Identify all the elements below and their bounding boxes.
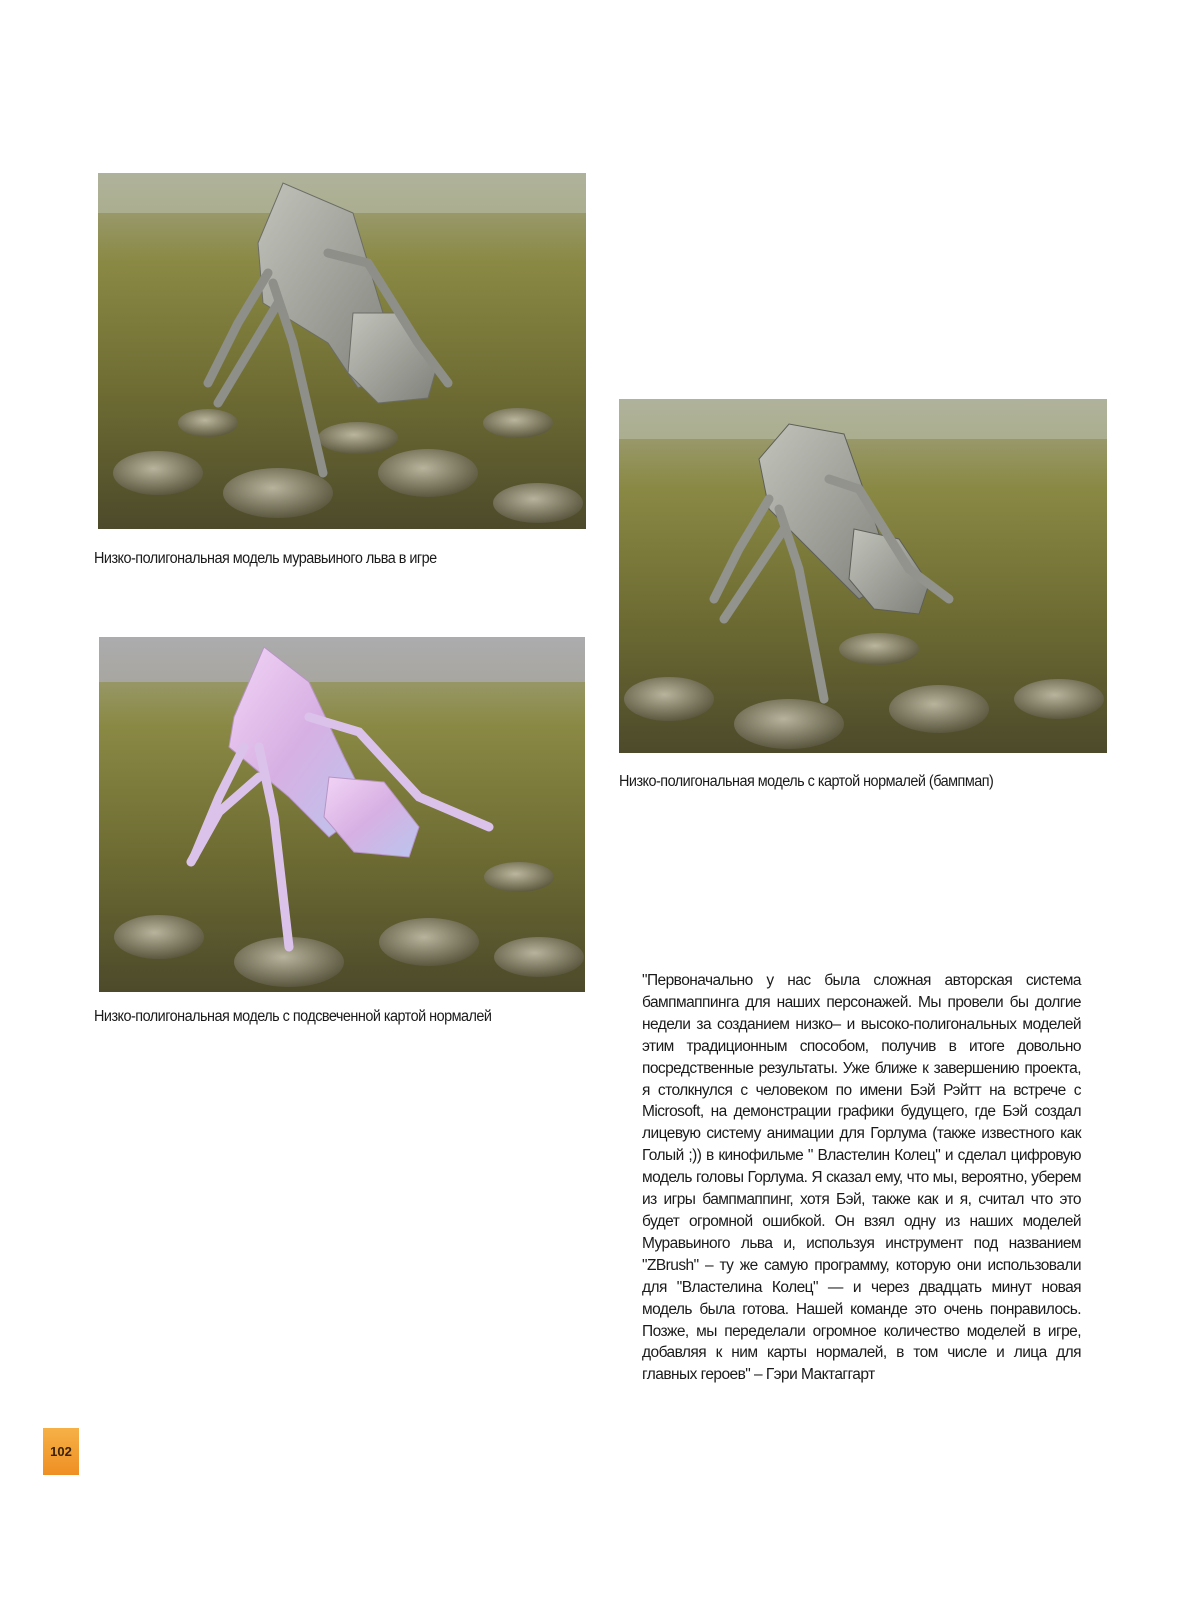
caption-bumpmap: Низко-полигональная модель с картой нормалей (бампмап) xyxy=(619,773,994,790)
page-number-badge: 102 xyxy=(43,1428,79,1475)
antlion-lowpoly-image xyxy=(98,173,586,529)
caption-lit-normal-map: Низко-полигональная модель с подсвеченной картой нормалей xyxy=(94,1008,492,1025)
antlion-bumpmap-image xyxy=(619,399,1107,753)
quote-text: "Первоначально у нас была сложная авторская система бампмаппинга для наших персонажей. Мы провели бы долгие недели за созданием низко– и высоко-полигональных моделей этим традиционным способом, получив в итоге довольно посредственные результаты. Уже ближе к завершению проекта, я столкнулся с человеком по имени Бэй Рэйтт на встрече с Microsoft, на демонстрации графики будущего, где Бэй создал лицевую систему анимации для Горлума (также известного как Голый ;)) в кинофильме " Властелин Колец" и сделал цифровую модель головы Горлума. Я сказал ему, что мы, вероятно, уберем из игры бампмаппинг, хотя Бэй, также как и я, считал что это будет огромной ошибкой. Он взял одну из наших моделей Муравьиного льва и, используя инструмент под названием "ZBrush" – ту же самую программу, которую они использовали для "Властелина Колец" — и через двадцать минут новая модель была готова. Нашей команде это очень понравилось. Позже, мы переделали огромное количество моделей в игре, добавляя к ним карты нормалей, в том числе и лица для главных героев" – Гэри Мактаггарт xyxy=(642,972,1081,1384)
antlion-lit-normal-map-image xyxy=(99,637,585,992)
caption-lowpoly: Низко-полигональная модель муравьиного льва в игре xyxy=(94,550,437,567)
